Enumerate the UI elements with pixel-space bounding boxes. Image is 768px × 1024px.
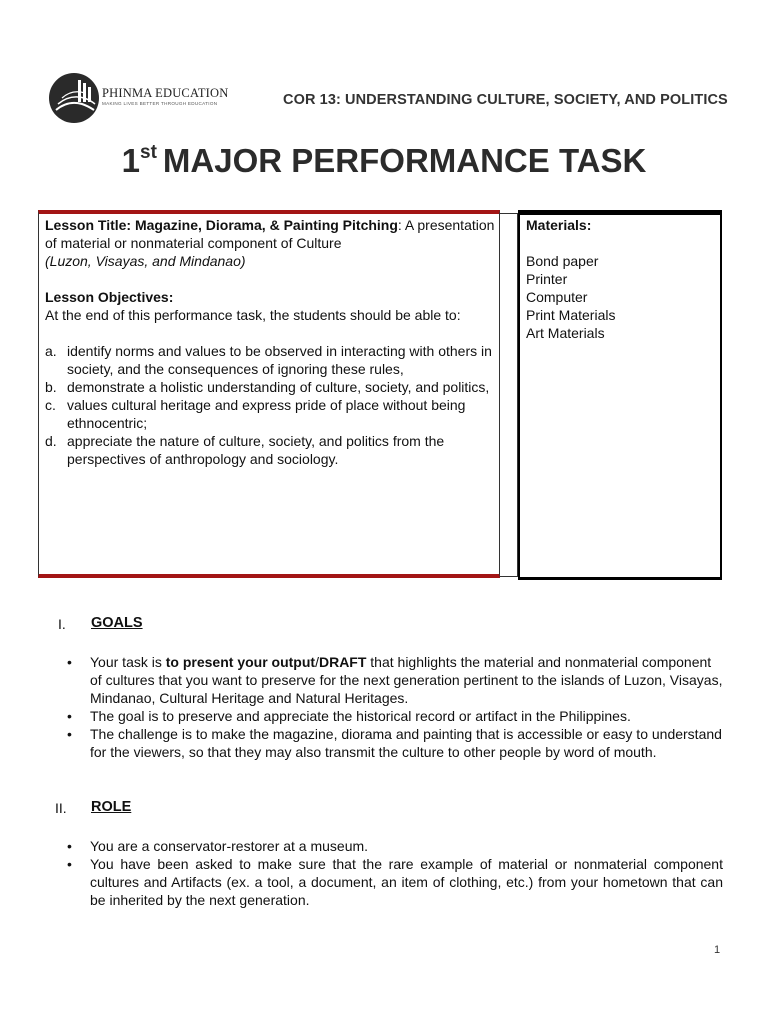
- role-heading: ROLE: [91, 799, 132, 815]
- logo-name: PHINMA EDUCATION: [102, 86, 229, 100]
- title-suffix: st: [140, 142, 157, 163]
- objective-item: [45, 342, 495, 378]
- course-title: COR 13: UNDERSTANDING CULTURE, SOCIETY, AND POLITICS: [283, 92, 728, 108]
- material-item: Bond paper: [526, 253, 599, 269]
- material-item: Art Materials: [526, 325, 605, 341]
- goal-text: Your task is: [90, 654, 166, 670]
- goal-emphasis-draft: DRAFT: [318, 654, 367, 670]
- role-list: [66, 837, 723, 909]
- role-number: II.: [55, 800, 67, 816]
- objective-item: [45, 396, 495, 432]
- role-text: You have been asked to make sure that the rare example of material or nonmaterial component cultures and Artifacts (ex. a tool, a document, an item of clothing, etc.) from your hometown that can be inherited by the next generation.: [90, 856, 723, 908]
- objective-text: appreciate the nature of culture, society, and politics from the perspectives of anthropology and sociology.: [67, 433, 445, 467]
- goal-text: The challenge is to make the magazine, diorama and painting that is accessible or easy to understand for the viewers, so that they may also transmit the culture to other people by word of mouth.: [90, 726, 722, 760]
- goal-emphasis: to present your output: [165, 654, 316, 670]
- logo-tagline: MAKING LIVES BETTER THROUGH EDUCATION: [102, 101, 218, 106]
- objectives-intro: At the end of this performance task, the students should be able to:: [45, 307, 461, 323]
- bullet-icon: •: [67, 856, 72, 872]
- objective-item: [45, 432, 495, 468]
- goal-text-rest: that highlights the material and nonmaterial component of cultures that you want to preserve for the next generation pertinent to the islands of Luzon, Visayas, Mindanao, Cultural Heritage and Natural Heritages.: [90, 654, 723, 706]
- objective-marker: b.: [45, 379, 57, 395]
- objective-marker: d.: [45, 433, 57, 449]
- list-item: [66, 855, 723, 909]
- title-text: MAJOR PERFORMANCE TASK: [162, 142, 647, 179]
- bullet-icon: •: [67, 654, 72, 670]
- title-number: 1: [121, 142, 141, 179]
- list-item: [66, 837, 723, 855]
- objective-item: [45, 378, 495, 396]
- lesson-title-label: Lesson Title: Magazine, Diorama, & Painting Pitching: [45, 217, 398, 233]
- bullet-icon: •: [67, 838, 72, 854]
- goals-heading: GOALS: [91, 615, 143, 631]
- table-gap-cell: [500, 213, 518, 577]
- role-text: You are a conservator-restorer at a museum.: [90, 838, 369, 854]
- bullet-icon: •: [67, 708, 72, 724]
- goal-text: The goal is to preserve and appreciate the historical record or artifact in the Philippines.: [90, 708, 631, 724]
- goal-slash: /: [315, 654, 319, 670]
- list-item: [66, 725, 723, 761]
- phinma-logo: [48, 70, 229, 126]
- materials-label: Materials:: [526, 217, 592, 233]
- page-title: [0, 142, 768, 180]
- objective-marker: a.: [45, 343, 57, 359]
- phinma-logo-icon: [48, 70, 100, 126]
- list-item: [66, 707, 723, 725]
- lesson-title-regions: (Luzon, Visayas, and Mindanao): [45, 253, 246, 269]
- material-item: Computer: [526, 289, 588, 305]
- objective-text: values cultural heritage and express pride of place without being ethnocentric;: [67, 397, 466, 431]
- lesson-title-rest: : A presentation of material or nonmaterial component of Culture: [45, 217, 495, 251]
- page-number: 1: [714, 944, 721, 956]
- objectives-label: Lesson Objectives:: [45, 289, 174, 305]
- bullet-icon: •: [67, 726, 72, 742]
- materials-content: [526, 216, 716, 342]
- goals-number: I.: [58, 616, 66, 632]
- goals-list: [66, 653, 723, 761]
- material-item: Print Materials: [526, 307, 616, 323]
- objective-text: demonstrate a holistic understanding of culture, society, and politics,: [67, 379, 490, 395]
- objective-text: identify norms and values to be observed in interacting with others in society, and the consequences of ignoring these rules,: [67, 343, 492, 377]
- material-item: Printer: [526, 271, 568, 287]
- list-item: [66, 653, 723, 707]
- lesson-content: [45, 216, 495, 468]
- lesson-title: [45, 216, 495, 252]
- objective-marker: c.: [45, 397, 56, 413]
